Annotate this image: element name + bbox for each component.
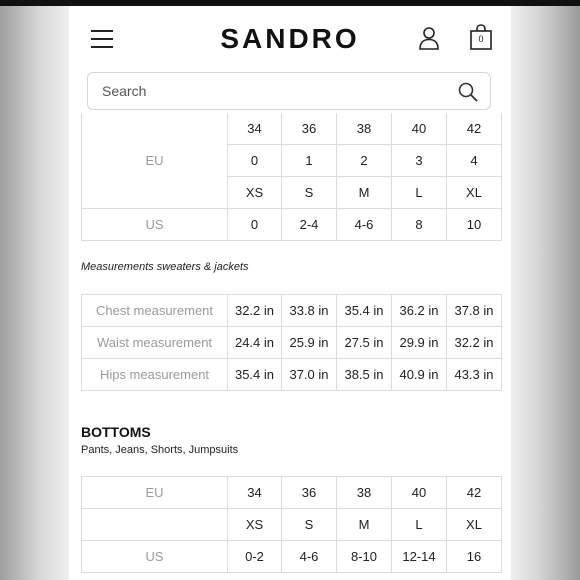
user-icon [418,26,440,50]
table-cell: 3 [392,145,447,177]
search-bar [87,72,491,110]
table-cell: XS [228,509,282,541]
table-cell: 40 [392,477,447,509]
site-header [69,6,511,70]
table-cell: 0-2 [228,541,282,573]
table-cell: 42 [447,113,502,145]
page [69,6,511,580]
table-cell: 35.4 in [337,295,392,327]
size-system-label: EU [82,113,228,209]
table-cell: 16 [447,541,502,573]
cart-button[interactable] [469,24,493,50]
table-cell: 0 [228,145,282,177]
table-cell: 32.2 in [228,295,282,327]
table-cell: 1 [282,145,337,177]
table-cell: 4-6 [282,541,337,573]
table-cell: 8 [392,209,447,241]
measurements-caption: Measurements sweaters & jackets [81,261,249,273]
table-cell: 4 [447,145,502,177]
table-cell: 37.0 in [282,359,337,391]
size-system-label: US [82,541,228,573]
table-cell: M [337,509,392,541]
measurement-label: Waist measurement [82,327,228,359]
brand-logo[interactable]: SANDRO [220,23,360,54]
table-cell: 33.8 in [282,295,337,327]
measurement-label: Hips measurement [82,359,228,391]
table-cell: XL [447,509,502,541]
table-row [82,509,502,541]
size-system-label: US [82,209,228,241]
table-cell: 40 [392,113,447,145]
table-cell: 12-14 [392,541,447,573]
table-row [82,327,502,359]
table-row [82,541,502,573]
table-cell: 27.5 in [337,327,392,359]
table-cell: 40.9 in [392,359,447,391]
table-cell: 29.9 in [392,327,447,359]
table-cell: 35.4 in [228,359,282,391]
cart-count-badge: 0 [478,34,484,44]
table-cell: XS [228,177,282,209]
table-cell: L [392,509,447,541]
table-cell: S [282,509,337,541]
table-row [82,113,502,145]
table-cell: XL [447,177,502,209]
table-row [82,295,502,327]
table-cell: 8-10 [337,541,392,573]
search-icon[interactable] [458,82,478,102]
table-cell: 36.2 in [392,295,447,327]
bottoms-subheading: Pants, Jeans, Shorts, Jumpsuits [81,444,239,456]
table-cell: 42 [447,477,502,509]
table-cell: 37.8 in [447,295,502,327]
search-input[interactable] [102,73,432,109]
table-cell: 38 [337,477,392,509]
table-cell: 38 [337,113,392,145]
size-system-label: EU [82,477,228,509]
table-cell: 34 [228,477,282,509]
account-button[interactable] [418,26,440,50]
table-cell: 4-6 [337,209,392,241]
table-cell: 2-4 [282,209,337,241]
table-cell: S [282,177,337,209]
bottoms-heading: BOTTOMS [81,424,151,440]
measurement-label: Chest measurement [82,295,228,327]
table-cell: 24.4 in [228,327,282,359]
table-cell: 25.9 in [282,327,337,359]
table-cell: 10 [447,209,502,241]
table-cell: 38.5 in [337,359,392,391]
table-cell: 43.3 in [447,359,502,391]
table-cell: 36 [282,477,337,509]
table-cell: 36 [282,113,337,145]
table-row [82,209,502,241]
bottoms-size-table [81,476,502,573]
measurements-table [81,294,502,391]
table-row [82,359,502,391]
table-cell: 32.2 in [447,327,502,359]
table-cell: L [392,177,447,209]
table-cell: 34 [228,113,282,145]
size-system-label [82,509,228,541]
table-cell: 0 [228,209,282,241]
table-cell: 2 [337,145,392,177]
tops-size-table [81,113,502,241]
table-cell: M [337,177,392,209]
table-row [82,477,502,509]
